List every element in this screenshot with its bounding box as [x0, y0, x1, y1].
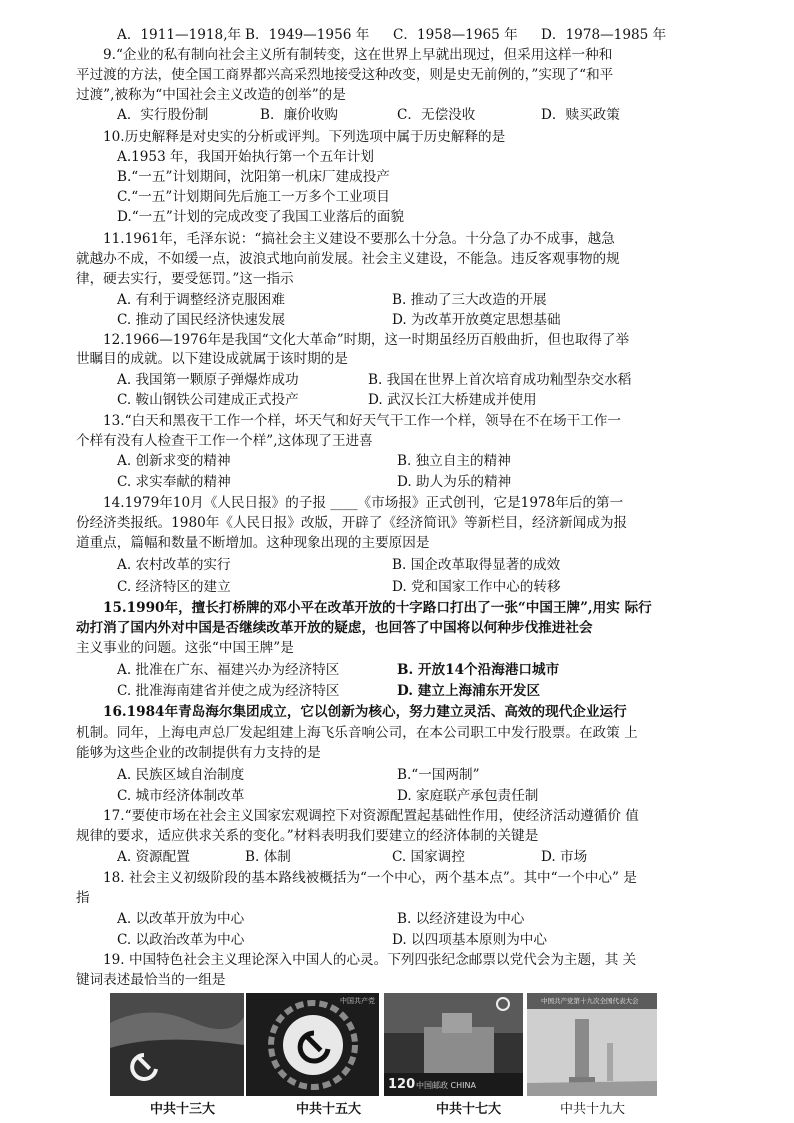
q14-option-a: A. 农村改革的实行	[117, 557, 231, 573]
q9-option-c: C．无偿没收	[397, 107, 476, 123]
q17-option-d: D. 市场	[541, 849, 588, 865]
stamp-13th-congress	[110, 993, 244, 1096]
q15-option-b: B. 开放14个沿海港口城市	[397, 662, 560, 678]
q14-option-c: C. 经济特区的建立	[117, 579, 231, 595]
q12-option-a: A. 我国第一颗原子弹爆炸成功	[117, 372, 299, 388]
q13-stem-line: 个样有没有人检查干工作一个样”,这体现了王进喜	[76, 433, 373, 449]
q18-stem-line: 指	[76, 890, 90, 906]
stamp-19th-text: 中国共产党第十九次全国代表大会	[541, 997, 639, 1005]
q10-option-d: D.“一五”计划的完成改变了我国工业落后的面貌	[117, 209, 404, 225]
q9-option-a: A．实行股份制	[117, 107, 209, 123]
stamp-15th-congress	[246, 993, 379, 1096]
stamp-15th-text: 中国共产党	[340, 997, 375, 1005]
q9-stem-line: 平过渡的方法，使全国工商界都兴高采烈地接受这种改变，则是史无前例的，”实现了“和平	[76, 67, 614, 83]
q9-stem-line: 过渡”,被称为“中国社会主义改造的创举”的是	[76, 87, 346, 103]
q12-stem-line: 世瞩目的成就。以下建设成就属于该时期的是	[76, 351, 348, 367]
stamp-15th-artwork	[246, 993, 379, 1096]
q17-option-c: C. 国家调控	[392, 849, 465, 865]
stamp-caption-1: 中共十三大	[150, 1102, 216, 1117]
stamp-caption-2: 中共十五大	[296, 1102, 362, 1117]
q13-option-d: D. 助人为乐的精神	[397, 474, 512, 490]
q12-option-b: B. 我国在世界上首次培育成功籼型杂交水稻	[368, 372, 632, 388]
q11-option-c: C. 推动了国民经济快速发展	[117, 312, 286, 328]
q13-option-b: B. 独立自主的精神	[397, 453, 511, 469]
q8-option-c: C．1958—1965 年	[393, 27, 518, 43]
q16-option-c: C. 城市经济体制改革	[117, 788, 245, 804]
q16-stem-line: 能够为这些企业的改制提供有力支持的是	[76, 745, 321, 761]
q15-option-a: A. 批准在广东、福建兴办为经济特区	[117, 662, 340, 678]
q12-stem-line: 12.1966—1976年是我国“文化大革命”时期，这一时期虽经历百般曲折，但也取得了举	[103, 332, 630, 348]
q15-stem-line: 动打消了国内外对中国是否继续改革开放的疑虑，也回答了中国将以何种步伐推进社会	[76, 620, 593, 636]
q15-option-d: D. 建立上海浦东开发区	[397, 683, 541, 699]
q18-option-b: B. 以经济建设为中心	[397, 911, 525, 927]
q18-option-d: D. 以四项基本原则为中心	[392, 932, 547, 948]
q10-stem-line: 10.历史解释是对史实的分析或评判。下列选项中属于历史解释的是	[103, 129, 506, 145]
q9-stem-line: 9.“企业的私有制向社会主义所有制转变，这在世界上早就出现过，但采用这样一种和	[103, 47, 613, 63]
stamp-17th-congress	[384, 993, 523, 1096]
stamp-17th-value: 120	[388, 1077, 416, 1092]
q11-stem-line: 11.1961年，毛泽东说：“搞社会主义建设不要那么十分急。十分急了办不成事，越急	[103, 231, 615, 247]
q10-option-c: C.“一五”计划期间先后施工一万多个工业项目	[117, 189, 390, 205]
q14-stem-line: 14.1979年10月《人民日报》的子报 ____《市场报》正式创刊，它是1978年后的第一	[103, 495, 624, 511]
q13-stem-line: 13.“白天和黑夜干工作一个样，坏天气和好天气干工作一个样，领导在不在场干工作一	[103, 413, 621, 429]
q14-stem-line: 道重点，篇幅和数量不断增加。这种现象出现的主要原因是	[76, 535, 430, 551]
q14-option-b: B. 国企改革取得显著的成效	[392, 557, 561, 573]
q15-stem-line: 主义事业的问题。这张“中国王牌”是	[76, 640, 294, 656]
stamp-13th-artwork	[110, 993, 244, 1096]
stamp-caption-4: 中共十九大	[560, 1102, 626, 1117]
q11-stem-line: 就越办不成，不如缓一点，波浪式地向前发展。社会主义建设，不能急。违反客观事物的规	[76, 251, 620, 267]
q13-option-a: A. 创新求变的精神	[117, 453, 231, 469]
q19-stem-line: 键词表述最恰当的一组是	[76, 972, 226, 988]
q8-option-b: B．1949—1956 年	[245, 27, 370, 43]
q17-option-b: B. 体制	[245, 849, 291, 865]
stamp-19th-congress	[527, 993, 657, 1096]
q10-option-b: B.“一五”计划期间，沈阳第一机床厂建成投产	[117, 169, 390, 185]
q8-option-d: D．1978—1985 年	[541, 27, 667, 43]
q16-stem-line: 16.1984年青岛海尔集团成立，它以创新为核心，努力建立灵活、高效的现代企业运行	[103, 704, 627, 720]
q16-option-b: B.“一国两制”	[397, 767, 480, 783]
q14-option-d: D. 党和国家工作中心的转移	[392, 579, 561, 595]
q11-option-b: B. 推动了三大改造的开展	[392, 292, 547, 308]
stamp-caption-3: 中共十七大	[436, 1102, 502, 1117]
q18-option-c: C. 以政治改革为中心	[117, 932, 245, 948]
stamp-17th-text: 中国邮政 CHINA	[416, 1081, 476, 1090]
q8-option-a: A．1911—1918,年	[117, 27, 242, 43]
q18-stem-line: 18. 社会主义初级阶段的基本路线被概括为“一个中心，两个基本点”。其中“一个中心” 是	[103, 870, 637, 886]
q12-option-c: C. 鞍山钢铁公司建成正式投产	[117, 392, 299, 408]
q12-option-d: D. 武汉长江大桥建成并使用	[368, 392, 537, 408]
q15-option-c: C. 批准海南建省并使之成为经济特区	[117, 683, 340, 699]
q14-stem-line: 份经济类报纸。1980年《人民日报》改版，开辟了《经济简讯》等新栏目，经济新闻成为报	[76, 515, 628, 531]
q11-option-d: D. 为改革开放奠定思想基础	[392, 312, 561, 328]
q11-stem-line: 律，硬去实行，要受惩罚。”这一指示	[76, 271, 294, 287]
q17-option-a: A. 资源配置	[117, 849, 190, 865]
q17-stem-line: 17.“要使市场在社会主义国家宏观调控下对资源配置起基础性作用，使经济活动遵循价 值	[103, 808, 639, 824]
q9-option-d: D．赎买政策	[541, 107, 620, 123]
stamp-19th-artwork	[527, 993, 657, 1096]
q10-option-a: A.1953 年，我国开始执行第一个五年计划	[117, 149, 374, 165]
q13-option-c: C. 求实奉献的精神	[117, 474, 231, 490]
q16-option-a: A. 民族区域自治制度	[117, 767, 245, 783]
q9-option-b: B．廉价收购	[260, 107, 338, 123]
q19-stem-line: 19. 中国特色社会主义理论深入中国人的心灵。下列四张纪念邮票以党代会为主题，其 关	[103, 952, 637, 968]
q15-stem-line: 15.1990年，擅长打桥牌的邓小平在改革开放的十字路口打出了一张“中国王牌”,用实 际行	[103, 600, 652, 616]
q16-stem-line: 机制。同年，上海电声总厂发起组建上海飞乐音响公司，在本公司职工中发行股票。在政策 上	[76, 725, 638, 741]
q11-option-a: A. 有利于调整经济克服困难	[117, 292, 285, 308]
q18-option-a: A. 以改革开放为中心	[117, 911, 245, 927]
q16-option-d: D. 家庭联产承包责任制	[397, 788, 539, 804]
q17-stem-line: 规律的要求，适应供求关系的变化。”材料表明我们要建立的经济体制的关键是	[76, 828, 539, 844]
